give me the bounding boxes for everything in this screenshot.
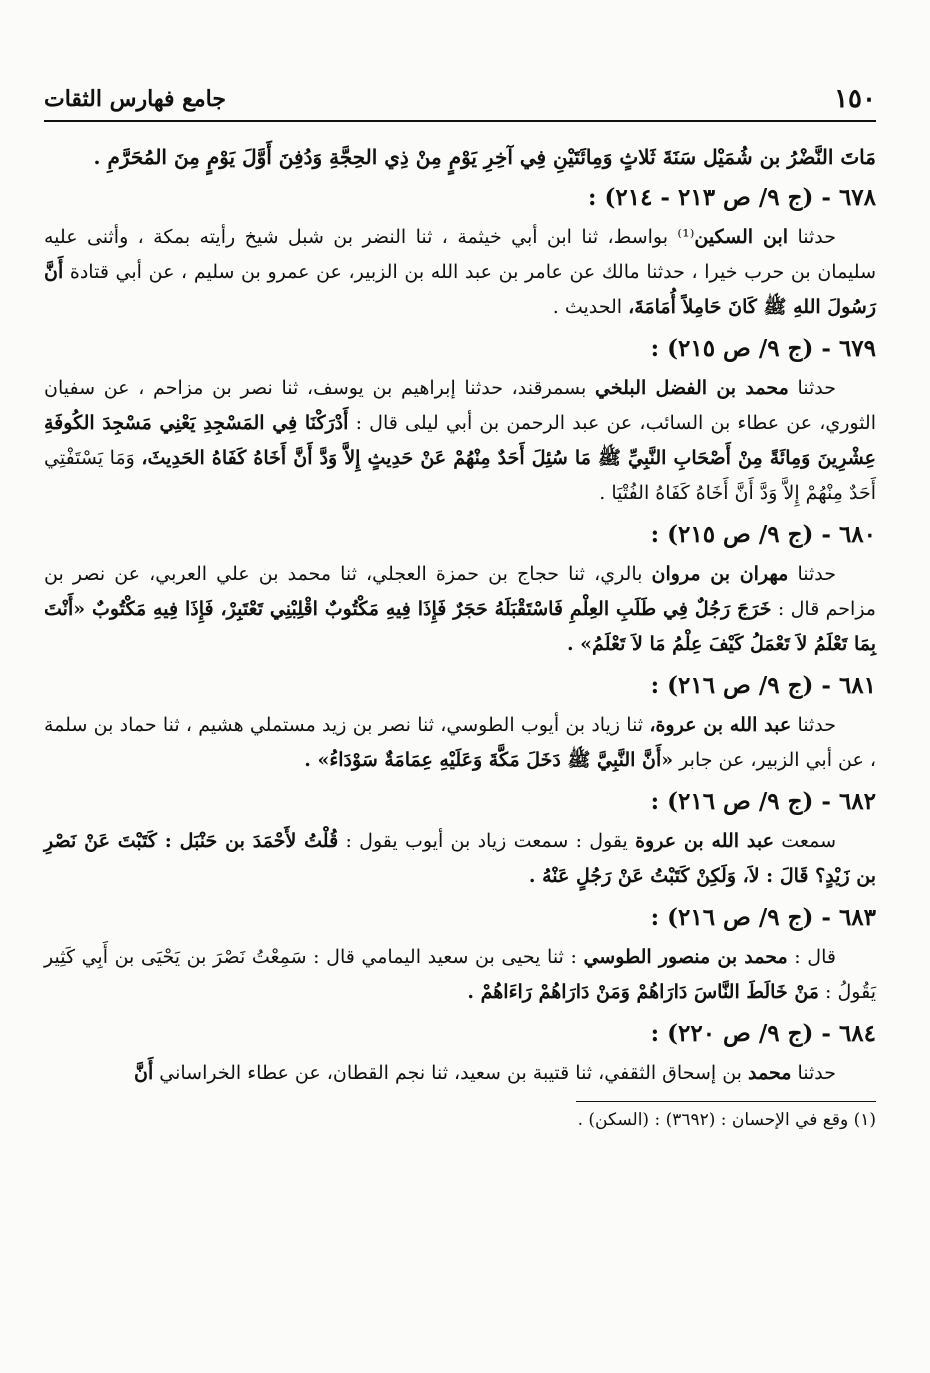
narrator-name: ابن السكين	[694, 226, 789, 248]
entry-text: حدثنا مهران بن مروان بالري، ثنا حجاج بن حمزة العجلي، ثنا محمد بن علي العربي، عن نصر بن مزاحم قال : خَرَجَ رَجُلٌ فِي طَلَبِ العِلْمِ فَاسْتَقْبَلَهُ حَجَرٌ فَإِذَا فِيهِ مَكْتُوبٌ اقْلِبْنِي تَعْتَبِرْ، فَإِذَا فِيهِ مَكْتُوبٌ «أَنْتَ بِمَا تَعْلَمُ لاَ تَعْمَلُ كَيْفَ عِلْمُ مَا لاَ تَعْلَمُ» .	[44, 563, 876, 655]
intro-paragraph: مَاتَ النَّضْرُ بن شُمَيْل سَنَةَ ثَلاثٍ وَمِائَتَيْنِ فِي آخِرِ يَوْمٍ مِنْ ذِي الحِجَّةِ وَدُفِنَ أَوَّلَ يَوْمٍ مِنَ المُحَرَّمِ .	[93, 145, 876, 169]
hadith-quote: مَنْ خَالَطَ النَّاسَ دَارَاهُمْ وَمَنْ دَارَاهُمْ رَاءَاهُمْ .	[467, 981, 819, 1003]
narrator-name: محمد بن الفضل البلخي	[595, 377, 789, 399]
running-title: جامع فهارس الثقات	[44, 86, 226, 112]
entry-heading: ٦٧٩ - (ج ٩/ ص ٢١٥) :	[650, 335, 876, 362]
narrator-name: عبد الله بن عروة،	[649, 714, 792, 736]
narrator-name: مهران بن مروان	[651, 563, 789, 585]
entry-684	[44, 1014, 876, 1091]
entry-text: سمعت عبد الله بن عروة يقول : سمعت زياد بن أيوب يقول : قُلْتُ لأَحْمَدَ بن حَنْبَل : كَتَبْتَ عَنْ نَصْرِ بن زَيْدٍ؟ قَالَ : لاَ، وَلَكِنْ كَتَبْتُ عَنْ رَجُلٍ عَنْهُ .	[44, 830, 876, 887]
entry-text: قال : محمد بن منصور الطوسي : ثنا يحيى بن سعيد اليمامي قال : سَمِعْتُ نَصْرَ بن يَحْيَى بن أَبِي كَثِير يَقُولُ : مَنْ خَالَطَ النَّاسَ دَارَاهُمْ وَمَنْ دَارَاهُمْ رَاءَاهُمْ .	[44, 946, 876, 1003]
entry-text: حدثنا محمد بن الفضل البلخي بسمرقند، حدثنا إبراهيم بن يوسف، ثنا نصر بن مزاحم ، عن سفيان الثوري، عن عطاء بن السائب، عن عبد الرحمن بن أبي ليلى قال : أَدْرَكْنَا فِي المَسْجِدِ يَعْنِي مَسْجِدَ الكُوفَةِ عِشْرِينَ وَمِائَةً مِنْ أَصْحَابِ النَّبِيِّ ﷺ مَا سُئِلَ أَحَدٌ مِنْهُمْ عَنْ حَدِيثٍ إِلاَّ وَدَّ أَنَّ أَخَاهُ كَفَاهُ الحَدِيثَ، وَمَا يَسْتَفْتِي أَحَدٌ مِنْهُمْ إِلاَّ وَدَّ أَنَّ أَخَاهُ كَفَاهُ الفُتْيَا .	[44, 377, 876, 504]
entry-678	[44, 178, 876, 325]
hadith-quote: خَرَجَ رَجُلٌ فِي طَلَبِ العِلْمِ فَاسْتَقْبَلَهُ حَجَرٌ فَإِذَا فِيهِ مَكْتُوبٌ اقْلِبْنِي تَعْتَبِرْ، فَإِذَا فِيهِ مَكْتُوبٌ «أَنْتَ بِمَا تَعْلَمُ لاَ تَعْمَلُ كَيْفَ عِلْمُ مَا لاَ تَعْلَمُ» .	[44, 598, 876, 655]
entry-text: حدثنا محمد بن إسحاق الثقفي، ثنا قتيبة بن سعيد، ثنا نجم القطان، عن عطاء الخراساني أَنَّ	[133, 1062, 836, 1084]
entry-679	[44, 329, 876, 511]
page-header	[44, 84, 876, 122]
entry-text: حدثنا ابن السكين⁽¹⁾ بواسط، ثنا ابن أبي خيثمة ، ثنا النضر بن شبل شيخ رأيته بمكة ، وأثنى عليه سليمان بن حرب خيرا ، حدثنا مالك عن عامر بن عبد الله بن الزبير، عن عمرو بن سليم ، عن أبي قتادة أَنَّ رَسُولَ اللهِ ﷺ كَانَ حَامِلاً أُمَامَةَ، الحديث .	[44, 226, 876, 318]
footnote: (١) وقع في الإحسان : (٣٦٩٢) : (السكن) .	[577, 1110, 876, 1130]
entry-heading: ٦٨٤ - (ج ٩/ ص ٢٢٠) :	[650, 1020, 876, 1047]
entry-text: حدثنا عبد الله بن عروة، ثنا زياد بن أيوب الطوسي، ثنا نصر بن زيد مستملي هشيم ، ثنا حماد بن سلمة ، عن أبي الزبير، عن جابر «أَنَّ النَّبِيَّ ﷺ دَخَلَ مَكَّةَ وَعَلَيْهِ عِمَامَةٌ سَوْدَاءُ» .	[44, 714, 876, 771]
page-number: ١٥٠	[834, 84, 876, 114]
narrator-name: محمد	[748, 1062, 792, 1084]
entry-680	[44, 515, 876, 662]
entry-heading: ٦٨٠ - (ج ٩/ ص ٢١٥) :	[650, 521, 876, 548]
entry-heading: ٦٨١ - (ج ٩/ ص ٢١٦) :	[650, 672, 876, 699]
footnote-divider	[576, 1101, 876, 1102]
entry-681	[44, 666, 876, 778]
hadith-quote: أَدْرَكْنَا فِي المَسْجِدِ يَعْنِي مَسْجِدَ الكُوفَةِ عِشْرِينَ وَمِائَةً مِنْ أَصْحَابِ النَّبِيِّ ﷺ مَا سُئِلَ أَحَدٌ مِنْهُمْ عَنْ حَدِيثٍ إِلاَّ وَدَّ أَنَّ أَخَاهُ كَفَاهُ الحَدِيثَ،	[44, 412, 876, 469]
entry-heading: ٦٨٣ - (ج ٩/ ص ٢١٦) :	[650, 904, 876, 931]
page-content	[44, 140, 876, 1134]
entry-heading: ٦٨٢ - (ج ٩/ ص ٢١٦) :	[650, 788, 876, 815]
entry-682	[44, 782, 876, 894]
entry-heading: ٦٧٨ - (ج ٩/ ص ٢١٣ - ٢١٤) :	[587, 184, 876, 211]
hadith-quote: قُلْتُ لأَحْمَدَ بن حَنْبَل : كَتَبْتَ عَنْ نَصْرِ بن زَيْدٍ؟ قَالَ : لاَ، وَلَكِنْ كَتَبْتُ عَنْ رَجُلٍ عَنْهُ .	[44, 830, 876, 887]
narrator-name: محمد بن منصور الطوسي	[583, 946, 788, 968]
hadith-quote: أَنَّ	[133, 1062, 154, 1084]
narrator-name: عبد الله بن عروة	[635, 830, 774, 852]
hadith-quote: «أَنَّ النَّبِيَّ ﷺ دَخَلَ مَكَّةَ وَعَلَيْهِ عِمَامَةٌ سَوْدَاءُ» .	[304, 749, 674, 771]
hadith-quote: أَنَّ رَسُولَ اللهِ ﷺ كَانَ حَامِلاً أُمَامَةَ،	[44, 261, 876, 318]
entry-683	[44, 898, 876, 1010]
book-page	[44, 84, 876, 1134]
